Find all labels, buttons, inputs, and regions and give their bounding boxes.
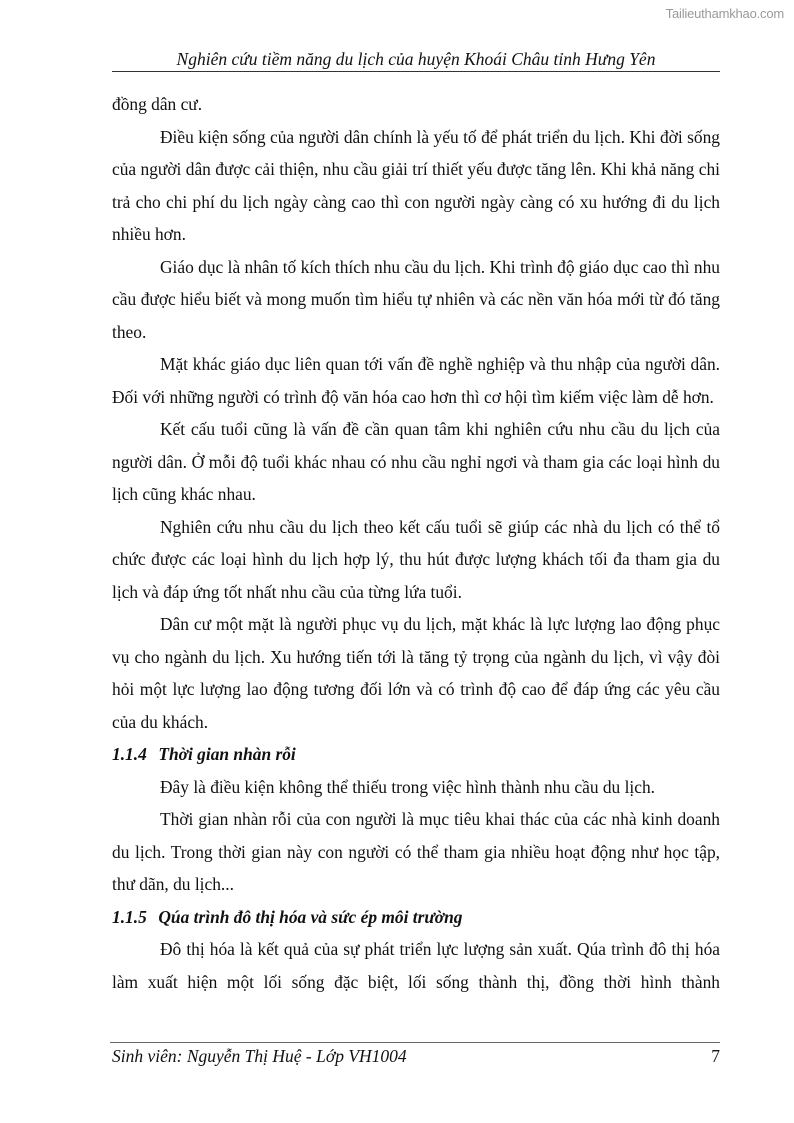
- paragraph: Thời gian nhàn rỗi của con người là mục tiêu khai thác của các nhà kinh doanh du lịch. Trong thời gian này con người có thể tham gia nhiều hoạt động như học tập, thư dãn, du lịch...: [112, 809, 720, 894]
- footer-author: Sinh viên: Nguyễn Thị Huệ - Lớp VH1004: [112, 1046, 407, 1066]
- section-number: 1.1.5: [112, 906, 147, 927]
- paragraph: Nghiên cứu nhu cầu du lịch theo kết cấu tuổi sẽ giúp các nhà du lịch có thể tổ chức được các loại hình du lịch hợp lý, thu hút được lượng khách tối đa tham gia du lịch và đáp ứng tốt nhất nhu cầu của từng lứa tuổi.: [112, 516, 720, 602]
- paragraph: Đây là điều kiện không thể thiếu trong việc hình thành nhu cầu du lịch.: [160, 776, 656, 797]
- document-body: [112, 88, 720, 998]
- paragraph: Điều kiện sống của người dân chính là yếu tố để phát triển du lịch. Khi đời sống của người dân được cải thiện, nhu cầu giải trí thiết yếu được tăng lên. Khi khả năng chi trả cho chi phí du lịch ngày càng cao thì con người ngày càng có xu hướng đi du lịch nhiều hơn.: [112, 126, 720, 244]
- section-heading-1-1-5: [112, 901, 720, 934]
- paragraph: Dân cư một mặt là người phục vụ du lịch, mặt khác là lực lượng lao động phục vụ cho ngành du lịch. Xu hướng tiến tới là tăng tỷ trọng của ngành du lịch, vì vậy đòi hỏi một lực lượng lao động tương đối lớn và có trình độ cao để đáp ứng các yêu cầu của du khách.: [112, 614, 720, 732]
- paragraph: đồng dân cư.: [112, 94, 203, 114]
- section-heading-1-1-4: [112, 738, 720, 771]
- paragraph: Mặt khác giáo dục liên quan tới vấn đề nghề nghiệp và thu nhập của người dân. Đối với những người có trình độ văn hóa cao hơn thì cơ hội tìm kiếm việc làm dễ hơn.: [112, 354, 720, 407]
- header-rule: [112, 71, 720, 72]
- footer-rule: [110, 1042, 720, 1043]
- paragraph: Đô thị hóa là kết quả của sự phát triển lực lượng sản xuất. Qúa trình đô thị hóa làm xuất hiện một lối sống đặc biệt, lối sống thành thị, đồng thời hình thành: [112, 939, 720, 992]
- running-header: Nghiên cứu tiềm năng du lịch của huyện Khoái Châu tỉnh Hưng Yên: [176, 49, 656, 69]
- paragraph: Kết cấu tuổi cũng là vấn đề cần quan tâm khi nghiên cứu nhu cầu du lịch của người dân. Ở mỗi độ tuổi khác nhau có nhu cầu nghỉ ngơi và tham gia các loại hình du lịch cũng khác nhau.: [112, 419, 720, 504]
- watermark: Tailieuthamkhao.com: [665, 6, 784, 21]
- page-number: 7: [711, 1046, 720, 1066]
- section-title: Qúa trình đô thị hóa và sức ép môi trường: [158, 906, 463, 927]
- section-title: Thời gian nhàn rỗi: [158, 744, 296, 764]
- paragraph: Giáo dục là nhân tố kích thích nhu cầu du lịch. Khi trình độ giáo dục cao thì nhu cầu được hiểu biết và mong muốn tìm hiểu tự nhiên và các nền văn hóa mới từ đó tăng theo.: [112, 256, 720, 342]
- section-number: 1.1.4: [112, 744, 147, 764]
